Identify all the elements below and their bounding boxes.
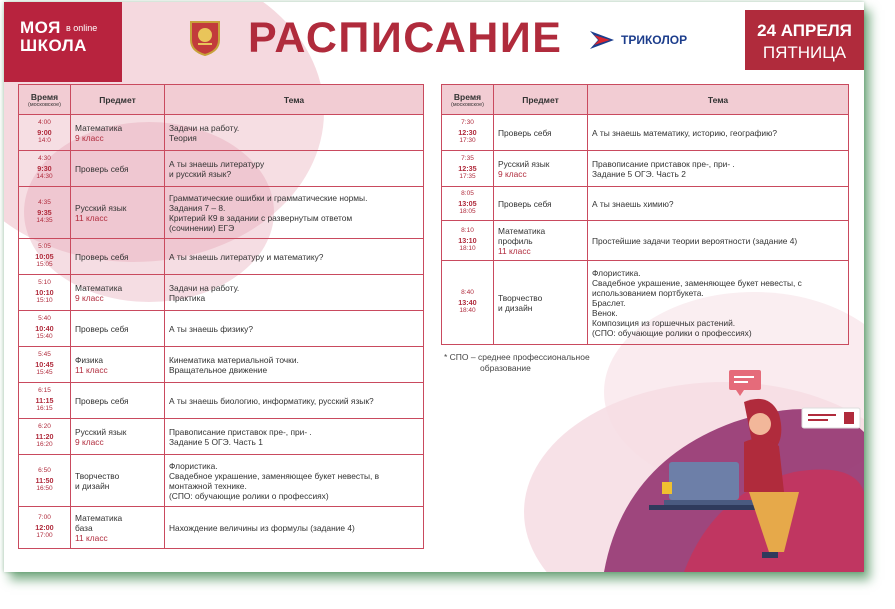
subject-cell: Физика 11 класс bbox=[71, 347, 165, 383]
subject-cell: Проверь себя bbox=[71, 311, 165, 347]
emblem-icon bbox=[187, 18, 223, 56]
table-row bbox=[442, 261, 849, 345]
topic-cell: Задачи на работу. Практика bbox=[165, 275, 424, 311]
table-row bbox=[19, 151, 424, 187]
topic-cell: А ты знаешь химию? bbox=[588, 187, 849, 221]
table-row bbox=[19, 239, 424, 275]
time-cell: 7:35 12:35 17:35 bbox=[442, 151, 494, 187]
col-subject-header: Предмет bbox=[494, 85, 588, 115]
table-row bbox=[19, 311, 424, 347]
subject-cell: Проверь себя bbox=[71, 383, 165, 419]
page-title: РАСПИСАНИЕ bbox=[248, 14, 563, 62]
table-row bbox=[442, 115, 849, 151]
topic-cell: Правописание приставок пре-, при- . Задание 5 ОГЭ. Часть 1 bbox=[165, 419, 424, 455]
chat-bubble-icon bbox=[729, 370, 761, 390]
time-cell: 8:10 13:10 18:10 bbox=[442, 221, 494, 261]
time-cell: 7:00 12:00 17:00 bbox=[19, 507, 71, 549]
tricolor-icon bbox=[588, 29, 618, 51]
topic-cell: Задачи на работу. Теория bbox=[165, 115, 424, 151]
time-cell: 8:40 13:40 18:40 bbox=[442, 261, 494, 345]
time-cell: 5:45 10:45 15:45 bbox=[19, 347, 71, 383]
table-row bbox=[19, 507, 424, 549]
topic-cell: А ты знаешь математику, историю, географию? bbox=[588, 115, 849, 151]
topic-cell: Флористика. Свадебное украшение, заменяющее букет невесты, с использованием портбукета. Браслет. Венок. Композиция из горшечных растений. (СПО: обучающие ролики о профессиях) bbox=[588, 261, 849, 345]
table-header-row bbox=[442, 85, 849, 115]
time-cell: 6:20 11:20 16:20 bbox=[19, 419, 71, 455]
col-time-header: Время (московское) bbox=[442, 85, 494, 115]
table-row bbox=[19, 115, 424, 151]
date-box: 24 АПРЕЛЯ ПЯТНИЦА bbox=[745, 10, 864, 70]
subject-cell: Русский язык 9 класс bbox=[494, 151, 588, 187]
time-cell: 4:35 9:35 14:35 bbox=[19, 187, 71, 239]
topic-cell: А ты знаешь биологию, информатику, русский язык? bbox=[165, 383, 424, 419]
table-row bbox=[19, 419, 424, 455]
time-cell: 5:10 10:10 15:10 bbox=[19, 275, 71, 311]
schedule-table-right bbox=[441, 84, 849, 345]
subject-cell: Русский язык 11 класс bbox=[71, 187, 165, 239]
topic-cell: Правописание приставок пре-, при- . Задание 5 ОГЭ. Часть 2 bbox=[588, 151, 849, 187]
girl-at-laptop-illustration bbox=[564, 342, 864, 572]
moya-shkola-logo: МОЯ в online ШКОЛА bbox=[4, 2, 122, 82]
subject-cell: Проверь себя bbox=[71, 239, 165, 275]
subject-cell: Математика профиль 11 класс bbox=[494, 221, 588, 261]
table-row bbox=[442, 221, 849, 261]
time-cell: 4:00 9:00 14:0 bbox=[19, 115, 71, 151]
time-cell: 5:05 10:05 15:05 bbox=[19, 239, 71, 275]
subject-cell: Проверь себя bbox=[494, 187, 588, 221]
subject-cell: Творчество и дизайн bbox=[494, 261, 588, 345]
time-cell: 4:30 9:30 14:30 bbox=[19, 151, 71, 187]
topic-cell: А ты знаешь физику? bbox=[165, 311, 424, 347]
subject-cell: Математика 9 класс bbox=[71, 275, 165, 311]
topic-cell: А ты знаешь литературу и русский язык? bbox=[165, 151, 424, 187]
topic-cell: Нахождение величины из формулы (задание 4) bbox=[165, 507, 424, 549]
subject-cell: Математика 9 класс bbox=[71, 115, 165, 151]
subject-cell: Творчество и дизайн bbox=[71, 455, 165, 507]
topic-cell: Флористика. Свадебное украшение, заменяющее букет невесты, в монтажной технике. (СПО: обучающие ролики о профессиях) bbox=[165, 455, 424, 507]
subject-cell: Проверь себя bbox=[71, 151, 165, 187]
subject-cell: Русский язык 9 класс bbox=[71, 419, 165, 455]
table-row bbox=[19, 275, 424, 311]
table-header-row bbox=[19, 85, 424, 115]
tricolor-logo: ТРИКОЛОР bbox=[588, 27, 687, 53]
col-time-header: Время (московское) bbox=[19, 85, 71, 115]
schedule-table-left bbox=[18, 84, 424, 549]
schedule-sheet bbox=[4, 2, 864, 572]
col-subject-header: Предмет bbox=[71, 85, 165, 115]
laptop-icon bbox=[669, 462, 739, 500]
topic-cell: Простейшие задачи теории вероятности (задание 4) bbox=[588, 221, 849, 261]
topic-cell: Кинематика материальной точки. Вращательное движение bbox=[165, 347, 424, 383]
col-topic-header: Тема bbox=[588, 85, 849, 115]
time-cell: 6:50 11:50 16:50 bbox=[19, 455, 71, 507]
table-row bbox=[19, 383, 424, 419]
topic-cell: А ты знаешь литературу и математику? bbox=[165, 239, 424, 275]
table-row bbox=[19, 455, 424, 507]
cup-icon bbox=[662, 482, 672, 494]
time-cell: 5:40 10:40 15:40 bbox=[19, 311, 71, 347]
table-row bbox=[442, 187, 849, 221]
time-cell: 8:05 13:05 18:05 bbox=[442, 187, 494, 221]
time-cell: 7:30 12:30 17:30 bbox=[442, 115, 494, 151]
footnote: * СПО – среднее профессиональное образование bbox=[444, 352, 590, 374]
table-row bbox=[19, 187, 424, 239]
table-row bbox=[442, 151, 849, 187]
table-row bbox=[19, 347, 424, 383]
subject-cell: Проверь себя bbox=[494, 115, 588, 151]
topic-cell: Грамматические ошибки и грамматические нормы. Задания 7 – 8. Критерий К9 в задании с развернутым ответом (сочинении) ЕГЭ bbox=[165, 187, 424, 239]
col-topic-header: Тема bbox=[165, 85, 424, 115]
subject-cell: Математика база 11 класс bbox=[71, 507, 165, 549]
time-cell: 6:15 11:15 16:15 bbox=[19, 383, 71, 419]
